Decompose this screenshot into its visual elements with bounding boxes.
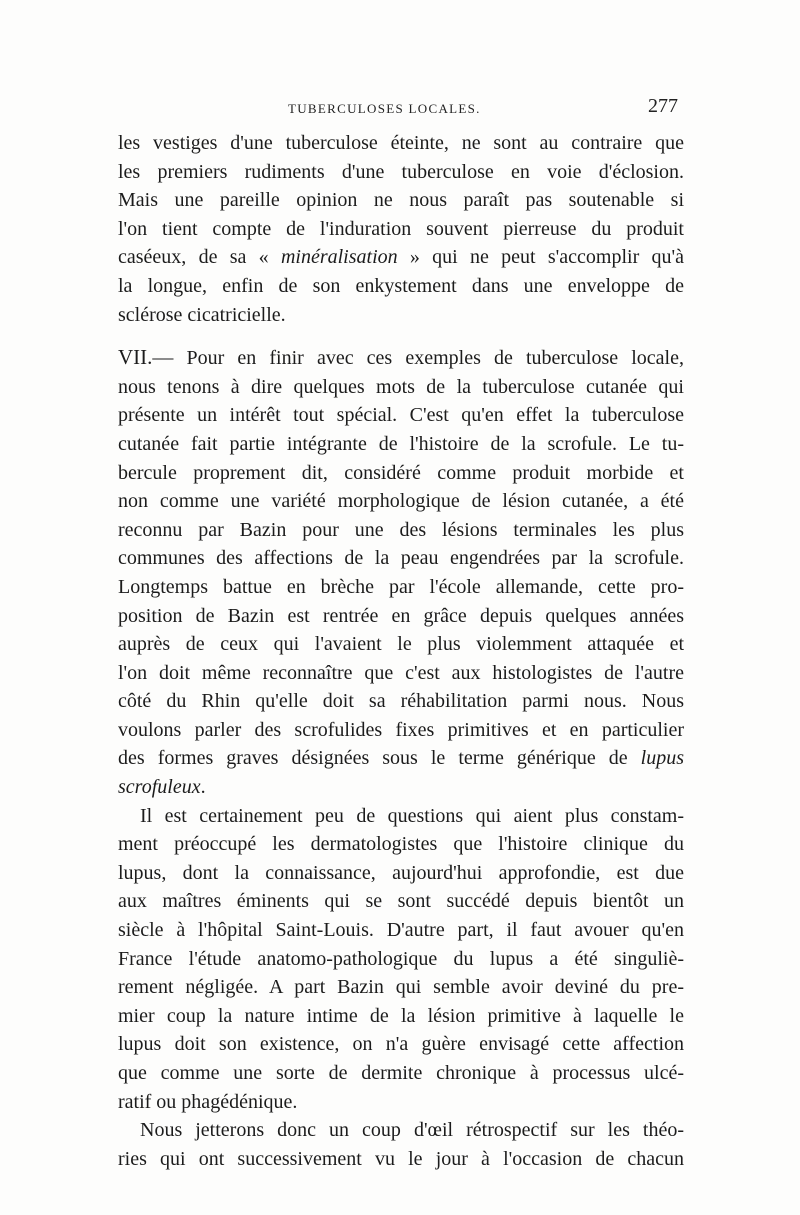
section-number: VII.— bbox=[118, 345, 174, 370]
text-line: mier coup la nature intime de la lésion primitive à laquelle le bbox=[118, 1004, 684, 1027]
text-line: communes des affections de la peau engendrées par la scrofule. bbox=[118, 547, 684, 570]
text-line: les vestiges d'une tuberculose éteinte, ne sont au contraire que bbox=[118, 132, 684, 154]
text-line: siècle à l'hôpital Saint-Louis. D'autre part, il faut avouer qu'en bbox=[118, 919, 684, 942]
text-line: bercule proprement dit, considéré comme produit morbide et bbox=[118, 461, 684, 484]
text-line: ratif ou phagédénique. bbox=[118, 1090, 298, 1113]
text-line: l'on doit même reconnaître que c'est aux histologistes de l'autre bbox=[118, 661, 684, 684]
text-line: nous tenons à dire quelques mots de la tuberculose cutanée qui bbox=[118, 375, 684, 398]
running-title: TUBERCULOSES LOCALES. bbox=[288, 101, 481, 116]
text-line: France l'étude anatomo-pathologique du lupus a été singuliè- bbox=[118, 947, 684, 970]
text-line bbox=[118, 343, 684, 373]
text-line: la longue, enfin de son enkystement dans une enveloppe de bbox=[118, 274, 684, 297]
paragraph bbox=[118, 129, 684, 329]
text-line: lupus, dont la connaissance, aujourd'hui approfondie, est due bbox=[118, 861, 684, 884]
paragraph bbox=[118, 802, 684, 1117]
text-line: rement négligée. A part Bazin qui semble avoir deviné du pre- bbox=[118, 976, 684, 999]
text-line: position de Bazin est rentrée en grâce depuis quelques années bbox=[118, 604, 684, 627]
text-line: côté du Rhin qu'elle doit sa réhabilitation parmi nous. Nous bbox=[118, 690, 684, 713]
text-line: reconnu par Bazin pour une des lésions terminales les plus bbox=[118, 518, 684, 541]
paragraph bbox=[118, 343, 684, 802]
text-line: auprès de ceux qui l'avaient le plus violemment attaquée et bbox=[118, 633, 684, 656]
text-line bbox=[118, 773, 684, 802]
text-line: que comme une sorte de dermite chronique à processus ulcé- bbox=[118, 1062, 684, 1084]
page-number: 277 bbox=[648, 95, 678, 117]
text-run: » qui ne peut s'accomplir qu'à bbox=[397, 246, 684, 269]
text-line: sclérose cicatricielle. bbox=[118, 303, 286, 326]
text-line: Mais une pareille opinion ne nous paraît pas soutenable si bbox=[118, 189, 684, 212]
text-line bbox=[118, 744, 684, 773]
text-run: caséeux, de sa « bbox=[118, 246, 281, 269]
text-line: cutanée fait partie intégrante de l'histoire de la scrofule. Le tu- bbox=[118, 432, 684, 455]
text-run: des formes graves désignées sous le terme générique de bbox=[118, 747, 641, 770]
text-line: ries qui ont successivement vu le jour à l'occasion de chacun bbox=[118, 1147, 684, 1170]
text-line bbox=[118, 243, 684, 272]
text-line: les premiers rudiments d'une tuberculose en voie d'éclosion. bbox=[118, 160, 684, 183]
text-line: aux maîtres éminents qui se sont succédé depuis bientôt un bbox=[118, 890, 684, 913]
italic-term: lupus bbox=[640, 747, 684, 770]
text-line: ment préoccupé les dermatologistes que l'histoire clinique du bbox=[118, 833, 684, 856]
text-line: Longtemps battue en brèche par l'école allemande, cette pro- bbox=[118, 575, 684, 598]
text-run: Pour en finir avec ces exemples de tuberculose locale, bbox=[173, 347, 684, 370]
text-line: voulons parler des scrofulides fixes primitives et en particulier bbox=[118, 718, 684, 741]
paragraph bbox=[118, 1116, 684, 1173]
italic-term: minéralisation bbox=[280, 246, 398, 269]
text-run: . bbox=[200, 776, 206, 799]
text-line: présente un intérêt tout spécial. C'est qu'en effet la tuberculose bbox=[118, 404, 684, 427]
body-text bbox=[118, 129, 684, 1173]
text-line: Nous jetterons donc un coup d'œil rétrospectif sur les théo- bbox=[140, 1119, 684, 1142]
text-line: l'on tient compte de l'induration souvent pierreuse du produit bbox=[118, 217, 684, 240]
text-line: Il est certainement peu de questions qui aient plus constam- bbox=[140, 804, 684, 827]
text-line: non comme une variété morphologique de lésion cutanée, a été bbox=[118, 490, 684, 513]
text-line: lupus doit son existence, on n'a guère envisagé cette affection bbox=[118, 1033, 684, 1056]
italic-term: scrofuleux bbox=[118, 776, 201, 799]
page-header bbox=[118, 95, 684, 125]
